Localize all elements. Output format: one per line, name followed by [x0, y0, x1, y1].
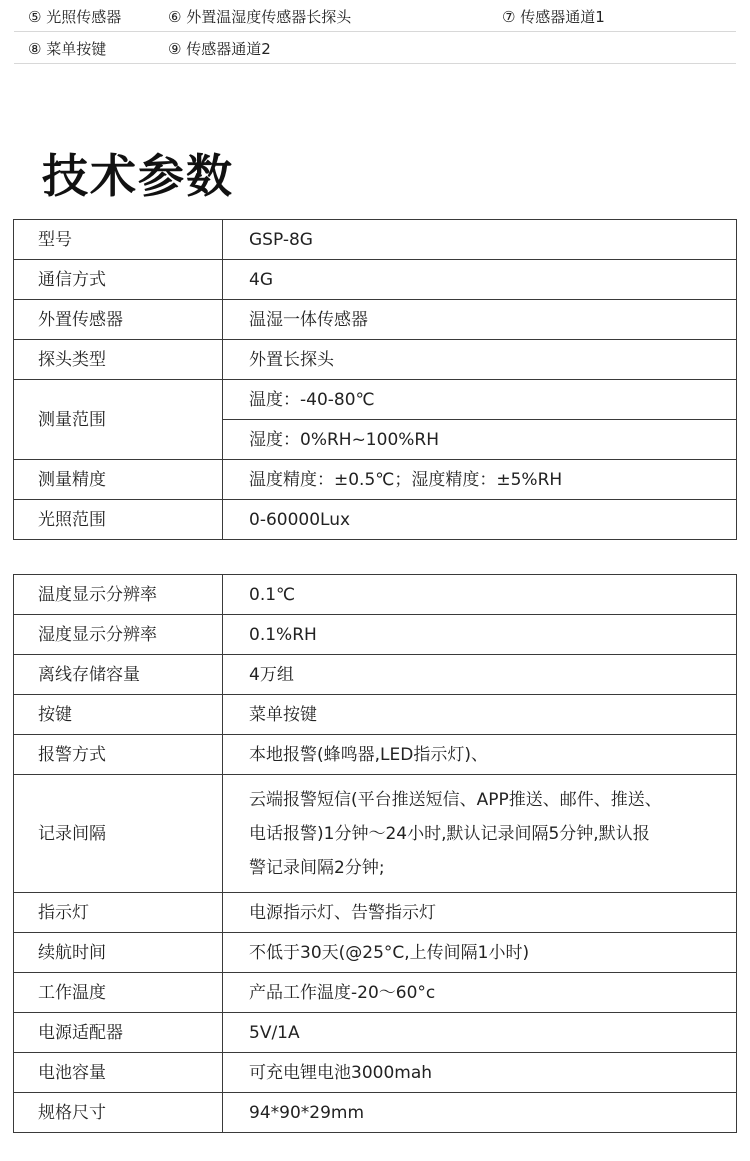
table-row [14, 1013, 737, 1053]
legend-item [168, 38, 271, 59]
row-value: 温湿一体传感器 [223, 300, 737, 340]
legend-label: 外置温湿度传感器长探头 [186, 8, 352, 26]
section-title: 技术参数 [42, 149, 234, 203]
spec-table-primary [13, 219, 737, 540]
legend-number: ⑨ [168, 40, 182, 58]
legend-number: ⑧ [28, 40, 42, 58]
legend-item [502, 6, 605, 27]
value-line: 电话报警)1分钟～24小时,默认记录间隔5分钟,默认报 [249, 823, 650, 844]
row-label: 电池容量 [14, 1053, 223, 1093]
row-label: 规格尺寸 [14, 1093, 223, 1133]
row-value: 电源指示灯、告警指示灯 [223, 893, 737, 933]
row-label: 续航时间 [14, 933, 223, 973]
legend-label: 传感器通道1 [520, 8, 605, 26]
row-label: 指示灯 [14, 893, 223, 933]
row-value: 温度精度：±0.5℃；湿度精度：±5%RH [223, 460, 737, 500]
table-row [14, 300, 737, 340]
row-label: 电源适配器 [14, 1013, 223, 1053]
row-label: 探头类型 [14, 340, 223, 380]
row-label: 工作温度 [14, 973, 223, 1013]
row-label: 报警方式 [14, 735, 223, 775]
spec-table-secondary [13, 574, 737, 1133]
row-value: 温度：-40-80℃ [223, 380, 737, 420]
row-value: 0-60000Lux [223, 500, 737, 540]
value-line: 警记录间隔2分钟; [249, 857, 385, 878]
table-row [14, 380, 737, 420]
table-row [14, 735, 737, 775]
table-row [14, 340, 737, 380]
row-value: 外置长探头 [223, 340, 737, 380]
row-label: 通信方式 [14, 260, 223, 300]
row-label: 光照范围 [14, 500, 223, 540]
legend-number: ⑦ [502, 8, 516, 26]
table-row [14, 973, 737, 1013]
table-row [14, 933, 737, 973]
legend-item [168, 6, 351, 27]
value-line: 云端报警短信(平台推送短信、APP推送、邮件、推送、 [249, 789, 662, 810]
table-row [14, 1093, 737, 1133]
legend-label: 传感器通道2 [186, 40, 271, 58]
row-value: 不低于30天(@25°C,上传间隔1小时) [223, 933, 737, 973]
table-row [14, 260, 737, 300]
row-value: 0.1℃ [223, 575, 737, 615]
row-label: 湿度显示分辨率 [14, 615, 223, 655]
row-value: 菜单按键 [223, 695, 737, 735]
table-row [14, 893, 737, 933]
row-label: 离线存储容量 [14, 655, 223, 695]
legend-label: 光照传感器 [46, 8, 122, 26]
row-label: 测量精度 [14, 460, 223, 500]
legend-number: ⑤ [28, 8, 42, 26]
row-value: 94*90*29mm [223, 1093, 737, 1133]
row-value: GSP-8G [223, 220, 737, 260]
row-value: 湿度：0%RH~100%RH [223, 420, 737, 460]
row-value: 5V/1A [223, 1013, 737, 1053]
table-row [14, 460, 737, 500]
table-row [14, 575, 737, 615]
legend-item [28, 38, 106, 59]
table-row [14, 695, 737, 735]
row-value: 0.1%RH [223, 615, 737, 655]
row-value: 4万组 [223, 655, 737, 695]
row-label: 型号 [14, 220, 223, 260]
table-row [14, 1053, 737, 1093]
legend-row [14, 0, 736, 32]
row-label: 外置传感器 [14, 300, 223, 340]
row-value: 产品工作温度-20～60°c [223, 973, 737, 1013]
legend-number: ⑥ [168, 8, 182, 26]
table-row [14, 220, 737, 260]
legend-row [14, 32, 736, 64]
table-row [14, 775, 737, 893]
row-value: 4G [223, 260, 737, 300]
table-row [14, 655, 737, 695]
legend-item [28, 6, 121, 27]
row-label: 测量范围 [14, 380, 223, 460]
row-value: 本地报警(蜂鸣器,LED指示灯)、 [223, 735, 737, 775]
row-label: 记录间隔 [14, 775, 223, 893]
row-value-multiline [223, 775, 737, 893]
component-legend [14, 0, 736, 64]
table-row [14, 615, 737, 655]
row-label: 温度显示分辨率 [14, 575, 223, 615]
row-value: 可充电锂电池3000mah [223, 1053, 737, 1093]
row-label: 按键 [14, 695, 223, 735]
table-row [14, 500, 737, 540]
legend-label: 菜单按键 [46, 40, 107, 58]
